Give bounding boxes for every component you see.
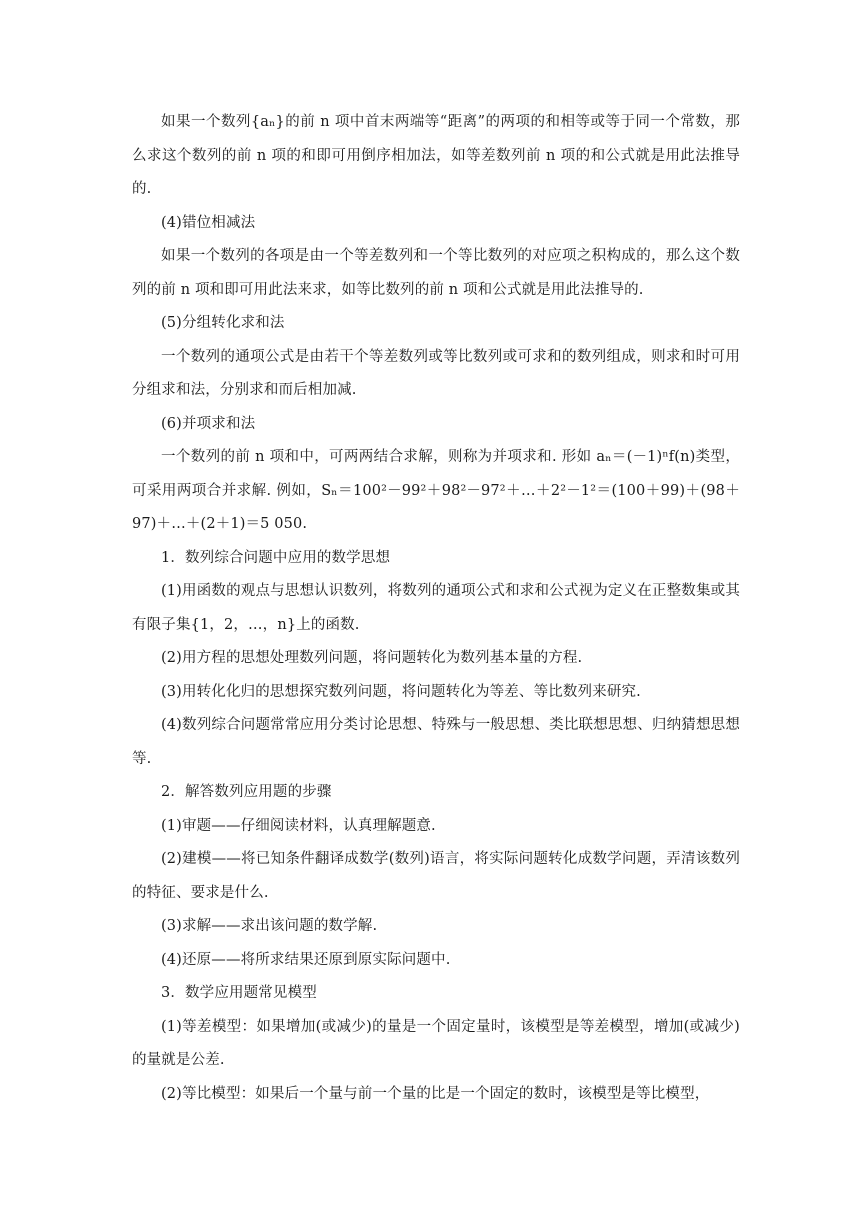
heading-group-conversion: (5)分组转化求和法 xyxy=(161,315,285,331)
step-1: (1)审题——仔细阅读材料，认真理解题意. xyxy=(161,817,436,834)
model-arithmetic: (1)等差模型：如果增加(或减少)的量是一个固定量时，该模型是等差模型，增加(或减少)的量就是公差. xyxy=(132,1018,740,1068)
step-2: (2)建模——将已知条件翻译成数学(数列)语言，将实际问题转化成数学问题，弄清该数列的特征、要求是什么. xyxy=(132,851,740,901)
math-thinking-4: (4)数列综合问题常常应用分类讨论思想、特殊与一般思想、类比联想思想、归纳猜想思想等. xyxy=(132,717,740,767)
heading-common-models: 3．数学应用题常见模型 xyxy=(161,985,317,1001)
misaligned-subtraction-description: 如果一个数列的各项是由一个等差数列和一个等比数列的对应项之积构成的，那么这个数列的前 n 项和即可用此法来求，如等比数列的前 n 项和公式就是用此法推导的. xyxy=(132,248,740,298)
step-3: (3)求解——求出该问题的数学解. xyxy=(161,918,378,934)
heading-pairing-sum: (6)并项求和法 xyxy=(161,415,256,432)
heading-math-thinking: 1．数列综合问题中应用的数学思想 xyxy=(161,549,391,566)
heading-misaligned-subtraction: (4)错位相减法 xyxy=(161,214,256,231)
document-body xyxy=(132,106,740,1111)
model-geometric: (2)等比模型：如果后一个量与前一个量的比是一个固定的数时，该模型是等比模型， xyxy=(161,1085,710,1102)
math-thinking-3: (3)用转化化归的思想探究数列问题，将问题转化为等差、等比数列来研究. xyxy=(161,683,641,700)
math-thinking-2: (2)用方程的思想处理数列问题，将问题转化为数列基本量的方程. xyxy=(161,650,583,666)
pairing-sum-description: 一个数列的前 n 项和中，可两两结合求解，则称为并项求和. 形如 aₙ＝(－1)ⁿf(n)类型，可采用两项合并求解. 例如，Sₙ＝100²－99²＋98²－97²＋…＋2²－1²＝(100＋99)＋(98＋97)＋…＋(2＋1)＝5 050. xyxy=(132,449,740,532)
math-thinking-1: (1)用函数的观点与思想认识数列，将数列的通项公式和求和公式视为定义在正整数集或其有限子集{1，2，…，n}上的函数. xyxy=(132,583,740,633)
reverse-order-sum-description: 如果一个数列{aₙ}的前 n 项中首末两端等“距离”的两项的和相等或等于同一个常数，那么求这个数列的前 n 项的和即可用倒序相加法，如等差数列前 n 项的和公式就是用此法推导的. xyxy=(132,114,740,197)
heading-application-steps: 2．解答数列应用题的步骤 xyxy=(161,784,332,800)
group-conversion-description: 一个数列的通项公式是由若干个等差数列或等比数列或可求和的数列组成，则求和时可用分组求和法，分别求和而后相加减. xyxy=(132,348,740,398)
step-4: (4)还原——将所求结果还原到原实际问题中. xyxy=(161,951,451,968)
